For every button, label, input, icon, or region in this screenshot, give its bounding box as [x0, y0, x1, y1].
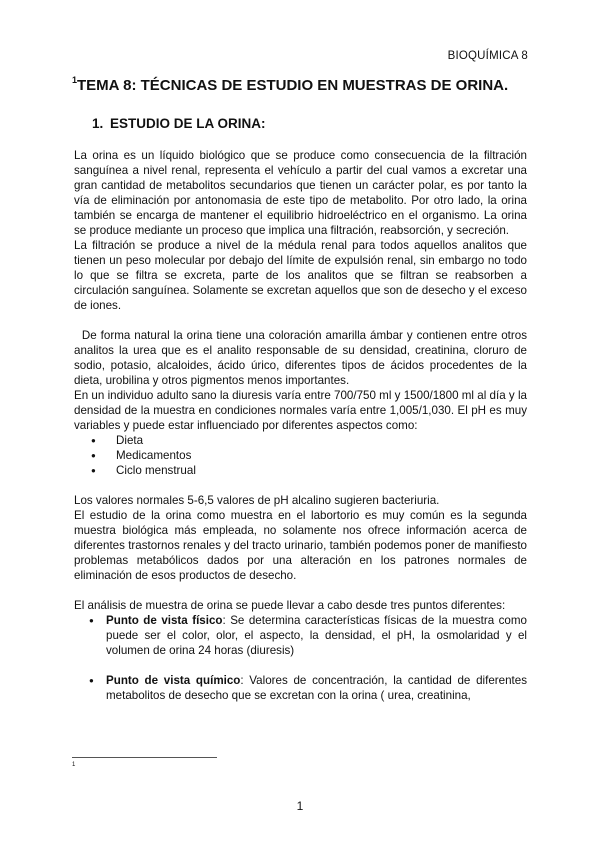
list-item-dieta: ● Dieta — [74, 433, 527, 448]
analysis-points-list — [74, 613, 527, 703]
paragraph-3-wrapper — [74, 328, 527, 388]
title-footnote-ref: 1 — [72, 75, 78, 85]
list-item-punto-fisico — [74, 613, 527, 658]
footnote-mark: 1 — [72, 762, 76, 768]
list-item-ciclo-menstrual: ● Ciclo menstrual — [74, 463, 527, 478]
page-number: 1 — [296, 799, 304, 813]
list-item-medicamentos: ● Medicamentos — [74, 448, 527, 463]
section-heading — [92, 116, 266, 131]
running-header: BIOQUÍMICA 8 — [447, 50, 528, 62]
document-title — [72, 76, 542, 94]
section-number: 1. — [92, 116, 104, 131]
paragraph-4: En un individuo adulto sano la diuresis varía entre 700/750 ml y 1500/1800 ml al día y la densidad de la muestra en condiciones normales varía entre 1,005/1,030. El pH es muy variables y puede estar influenciado por diferentes aspectos como: — [74, 389, 527, 432]
point-label: Punto de vista físico — [106, 614, 223, 627]
title-text: TEMA 8: TÉCNICAS DE ESTUDIO EN MUESTRAS DE ORINA. — [77, 77, 509, 94]
point-text: : Valores de concentración, la cantidad de diferentes metabolitos de desecho que se excretan con la orina ( urea, creatinina, — [106, 674, 527, 702]
paragraph-6: El estudio de la orina como muestra en el labortorio es muy común es la segunda muestra biológica más empleada, no solamente nos ofrece información acerca de diferentes trastornos renales y del tracto urinario, también podemos poner de manifiesto problemas metabólicos dados por una alteración en los patrones normales de eliminación de esos productos de desecho. — [74, 509, 527, 582]
point-label: Punto de vista químico — [106, 674, 241, 687]
point-text: : Se determina características físicas de la muestra como puede ser el color, olor, el aspecto, la densidad, el pH, la osmolaridad y el volumen de orina 24 horas (diuresis) — [106, 614, 527, 657]
footnote-separator — [72, 757, 217, 758]
paragraph-2: La filtración se produce a nivel de la médula renal para todos aquellos analitos que tienen un peso molecular por debajo del límite de expulsión renal, sin embargo no todo lo que se filtra se excreta, parte de los analitos que se filtran se reabsorben a circulación sanguínea. Solamente se excretan aquellos que son de desecho y el exceso de iones. — [74, 239, 527, 312]
paragraph-5: Los valores normales 5-6,5 valores de pH alcalino sugieren bacteriuria. — [74, 494, 440, 507]
paragraph-1: La orina es un líquido biológico que se produce como consecuencia de la filtración sanguínea a nivel renal, representa el vehículo a partir del cual vamos a excretar una gran cantidad de metabolitos secundarios que tienen un carácter polar, es por tanto la vía de eliminación por antonomasia de este tipo de metabolito. Por otro lado, la orina también se encarga de mantener el equilibrio hidroeléctrico en el organismo. La orina se produce mediante un proceso que implica una filtración, reabsorción, y secreción. — [74, 149, 527, 237]
section-heading-text: ESTUDIO DE LA ORINA: — [110, 116, 266, 131]
paragraph-3: De forma natural la orina tiene una coloración amarilla ámbar y contienen entre otros analitos la urea que es el analito responsable de su densidad, creatinina, cloruro de sodio, potasio, alcaloides, ácido úrico, diferentes tipos de ácidos procedentes de la dieta, urobilina y otros pigmentos menos importantes. — [74, 329, 527, 387]
paragraph-7: El análisis de muestra de orina se puede llevar a cabo desde tres puntos diferentes: — [74, 599, 506, 612]
body-text — [74, 148, 527, 703]
list-item-punto-quimico — [74, 673, 527, 703]
factors-list — [74, 433, 527, 478]
